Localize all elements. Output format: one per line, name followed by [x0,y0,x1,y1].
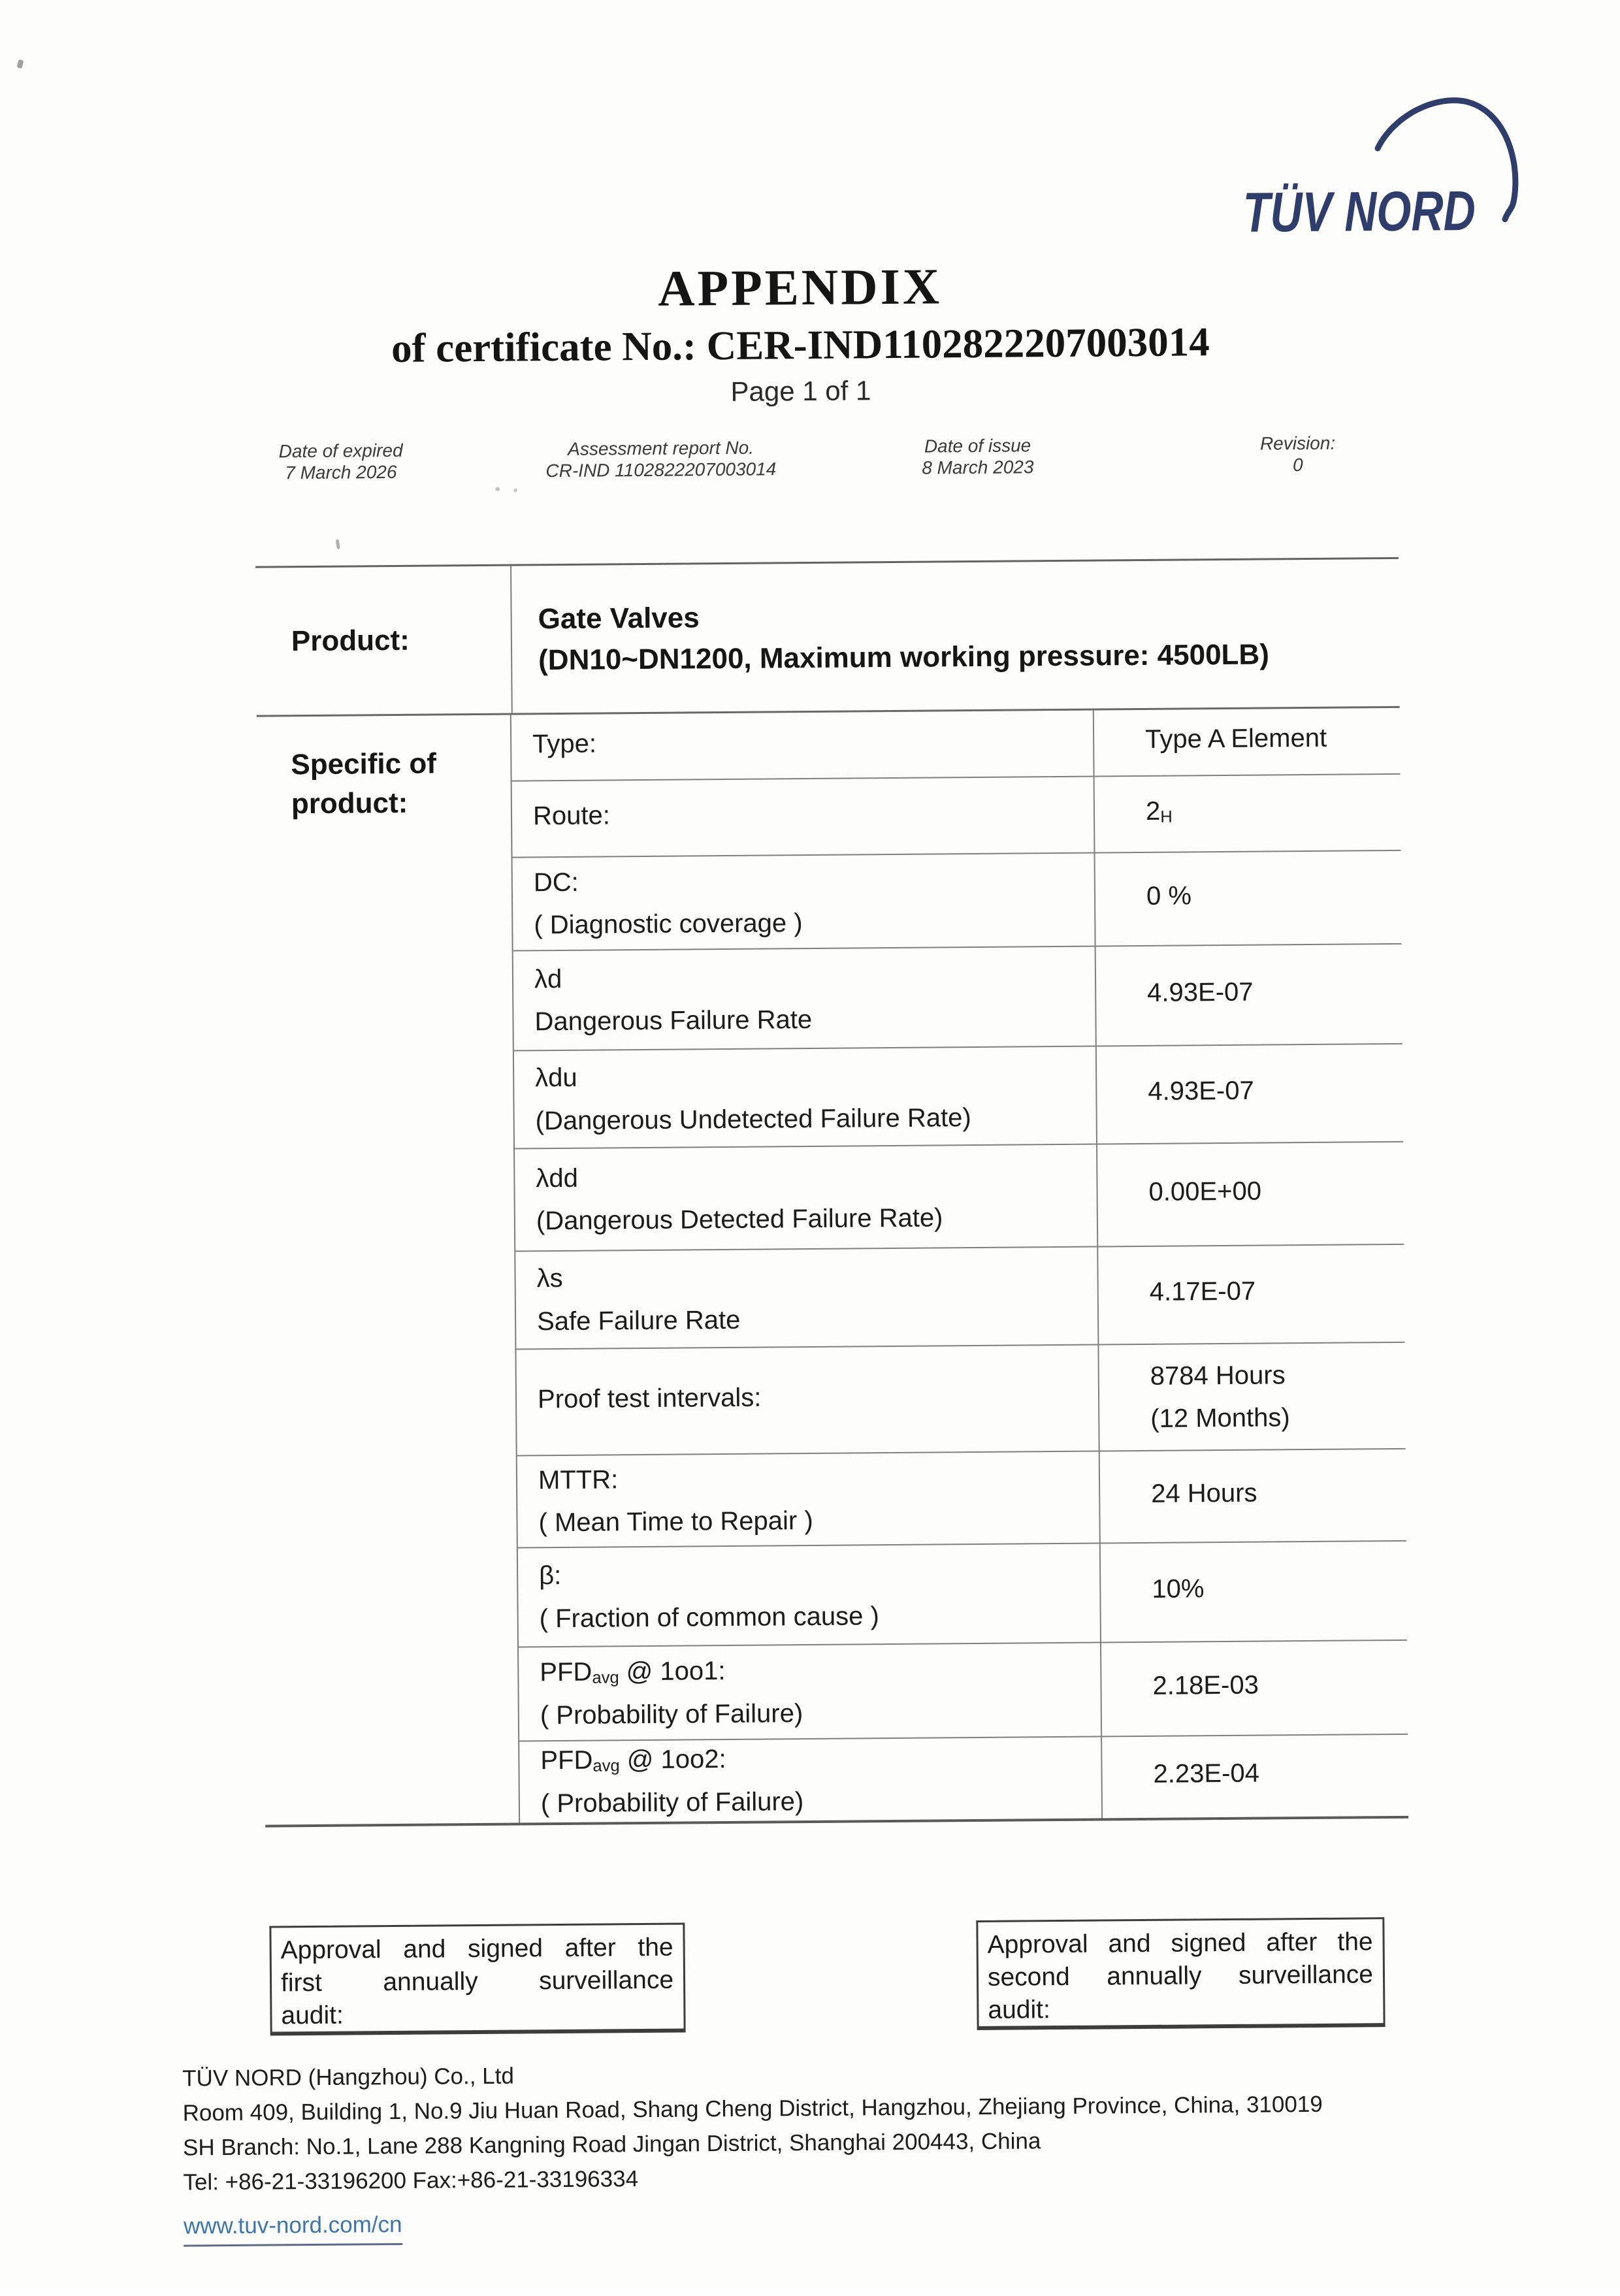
row-value: 24 Hours [1151,1478,1257,1508]
row-value: 2.18E-03 [1152,1671,1259,1701]
appendix-title: APPENDIX [657,257,943,317]
table-row [519,1735,1408,1823]
row-label: Type: [511,711,1095,781]
row-value: 2H [1145,796,1173,826]
table-row [512,775,1401,858]
title-block [0,250,1608,415]
meta-value: 8 March 2023 [922,457,1034,478]
row-label: PFDavg @ 1oo1: ( Probability of Failure) [519,1643,1102,1741]
meta-date-expired [279,440,403,483]
scan-artifact [513,488,517,492]
approval-box-first: Approval and signed after the first annually surveillance audit: [269,1923,685,2036]
company-address: Room 409, Building 1, No.9 Jiu Huan Road, Shang Cheng District, Hangzhou, Zhejiang Province, China, 310019 [182,2091,1323,2126]
row-label: λdu (Dangerous Undetected Failure Rate) [514,1047,1097,1148]
row-label: Route: [512,777,1095,857]
row-value: 0 % [1146,881,1192,911]
approval-box-second: Approval and signed after the second annually surveillance audit: [976,1917,1385,2030]
row-value: 4.17E-07 [1149,1277,1256,1307]
website-link[interactable]: www.tuv-nord.com/cn [184,2207,402,2247]
footer [182,2052,1323,2247]
row-label: PFDavg @ 1oo2: ( Probability of Failure) [519,1738,1103,1823]
logo-wordmark: TÜV NORD [1242,179,1534,244]
meta-value: 7 March 2026 [285,461,397,483]
product-description [510,559,1400,713]
meta-date-issue [922,434,1034,478]
certificate-number-line: of certificate No.: CER-IND1102822207003014 [391,319,1210,371]
meta-label: Date of expired [278,440,403,462]
row-label: Proof test intervals: [516,1346,1099,1455]
row-label: DC: ( Diagnostic coverage ) [513,854,1096,950]
table-row [519,1641,1408,1742]
table-row [518,1542,1407,1648]
meta-label: Date of issue [924,435,1031,457]
page-indicator: Page 1 of 1 [730,375,871,407]
row-value: 2.23E-04 [1153,1759,1260,1789]
specific-section [257,708,1408,1825]
table-row [515,1142,1404,1252]
row-value: 4.93E-07 [1147,977,1254,1007]
company-name: TÜV NORD (Hangzhou) Co., Ltd [182,2063,515,2092]
branch-address: SH Branch: No.1, Lane 288 Kangning Road Jingan District, Shanghai 200443, China [182,2128,1041,2161]
product-label: Product: [291,624,410,657]
meta-label: Revision: [1259,432,1336,454]
table-row [517,1449,1406,1549]
row-value: 0.00E+00 [1148,1176,1262,1206]
product-spec-line: (DN10~DN1200, Maximum working pressure: 4500LB) [538,638,1270,676]
row-label: MTTR: ( Mean Time to Repair ) [517,1452,1101,1547]
meta-assessment-report [545,436,776,481]
meta-value: 0 [1292,455,1303,476]
specific-label: Specific of product: [257,715,520,1825]
table-row [513,945,1402,1052]
meta-revision [1260,432,1336,476]
table-row [515,1245,1404,1350]
meta-label: Assessment report No. [568,437,754,459]
product-table [255,557,1408,1828]
row-value: 10% [1152,1574,1205,1604]
row-value: 4.93E-07 [1148,1076,1254,1107]
row-value: Type A Element [1144,724,1327,754]
scan-artifact [336,539,340,549]
table-row [514,1044,1403,1150]
product-row [255,559,1400,717]
scan-artifact [17,59,24,69]
row-label: λs Safe Failure Rate [515,1248,1099,1349]
table-row [513,851,1402,952]
meta-value: CR-IND 1102822207003014 [545,459,777,481]
row-value: 8784 Hours (12 Months) [1150,1361,1290,1433]
row-label: λdd (Dangerous Detected Failure Rate) [515,1145,1098,1251]
scan-artifact [495,487,500,491]
product-name: Gate Valves [538,601,700,635]
row-label: β: ( Fraction of common cause ) [518,1544,1101,1647]
table-row [516,1343,1405,1457]
table-row [511,708,1401,782]
row-label: λd Dangerous Failure Rate [513,947,1097,1050]
contact-line: Tel: +86-21-33196200 Fax:+86-21-33196334 [183,2166,639,2195]
specific-rows [511,708,1408,1823]
